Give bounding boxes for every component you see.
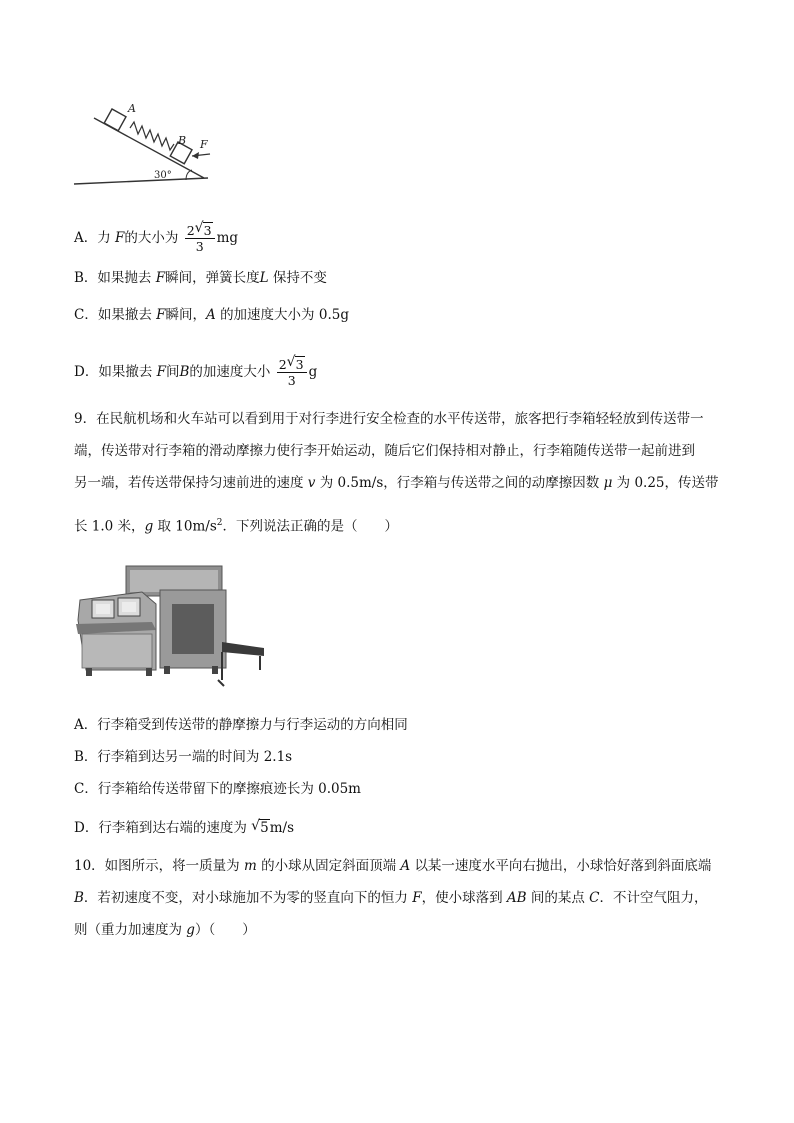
security-scanner-photo xyxy=(72,560,268,690)
label-a: A xyxy=(128,102,136,115)
q9-option-c: C．行李箱给传送带留下的摩擦痕迹长为 0.05m xyxy=(74,781,361,797)
ground-line xyxy=(74,178,208,184)
q9-option-d: D．行李箱到达右端的速度为 √ 5m/s xyxy=(74,818,294,836)
q8-option-d: D．如果撤去 F间B的加速度大小 2 √ 3 3 g xyxy=(74,354,318,388)
q10-stem: 10．如图所示，将一质量为 m 的小球从固定斜面顶端 A 以某一速度水平向右抛出，小球恰好落到斜面底端 B．若初速度不变，对小球施加不为零的竖直向下的恒力 F，使小球落到 AB 间的某点 C．不计空气阻力， 则（重力加速度为 g）（ ） xyxy=(74,858,712,938)
q8-option-c: C．如果撤去 F瞬间，A 的加速度大小为 0.5g xyxy=(74,307,349,323)
q8-option-a: A．力 F的大小为 2 √ 3 3 mg xyxy=(74,220,239,254)
label-f: F xyxy=(200,138,208,151)
label-angle: 30° xyxy=(154,170,172,181)
q9-option-a: A．行李箱受到传送带的静摩擦力与行李运动的方向相同 xyxy=(74,717,408,733)
arrow-head xyxy=(192,152,199,159)
fraction: 2 √ 3 3 xyxy=(185,223,215,254)
q9-stem: 9．在民航机场和火车站可以看到用于对行李进行安全检查的水平传送带，旅客把行李箱轻轻放到传送带一 端，传送带对行李箱的滑动摩擦力使行李开始运动，随后它们保持相对静止，行李箱随传送带一起前进到 另一端，若传送带保持匀速前进的速度 v 为 0.5m/s，行李箱与传送带之间的动摩擦因数 μ 为 0.25，传送带 长 1.0 米，g 取 $10m/s^2$．下列说法正确的是（ ） xyxy=(74,411,719,535)
q8-option-b: B．如果抛去 F瞬间，弹簧长度L 保持不变 xyxy=(74,270,327,286)
q9-option-b: B．行李箱到达另一端的时间为 2.1s xyxy=(74,749,293,765)
spring xyxy=(130,122,174,150)
fraction: 2 √ 3 3 xyxy=(277,357,307,388)
label-b: B xyxy=(178,134,187,147)
block-a xyxy=(104,109,126,131)
incline-spring-figure xyxy=(68,98,218,190)
